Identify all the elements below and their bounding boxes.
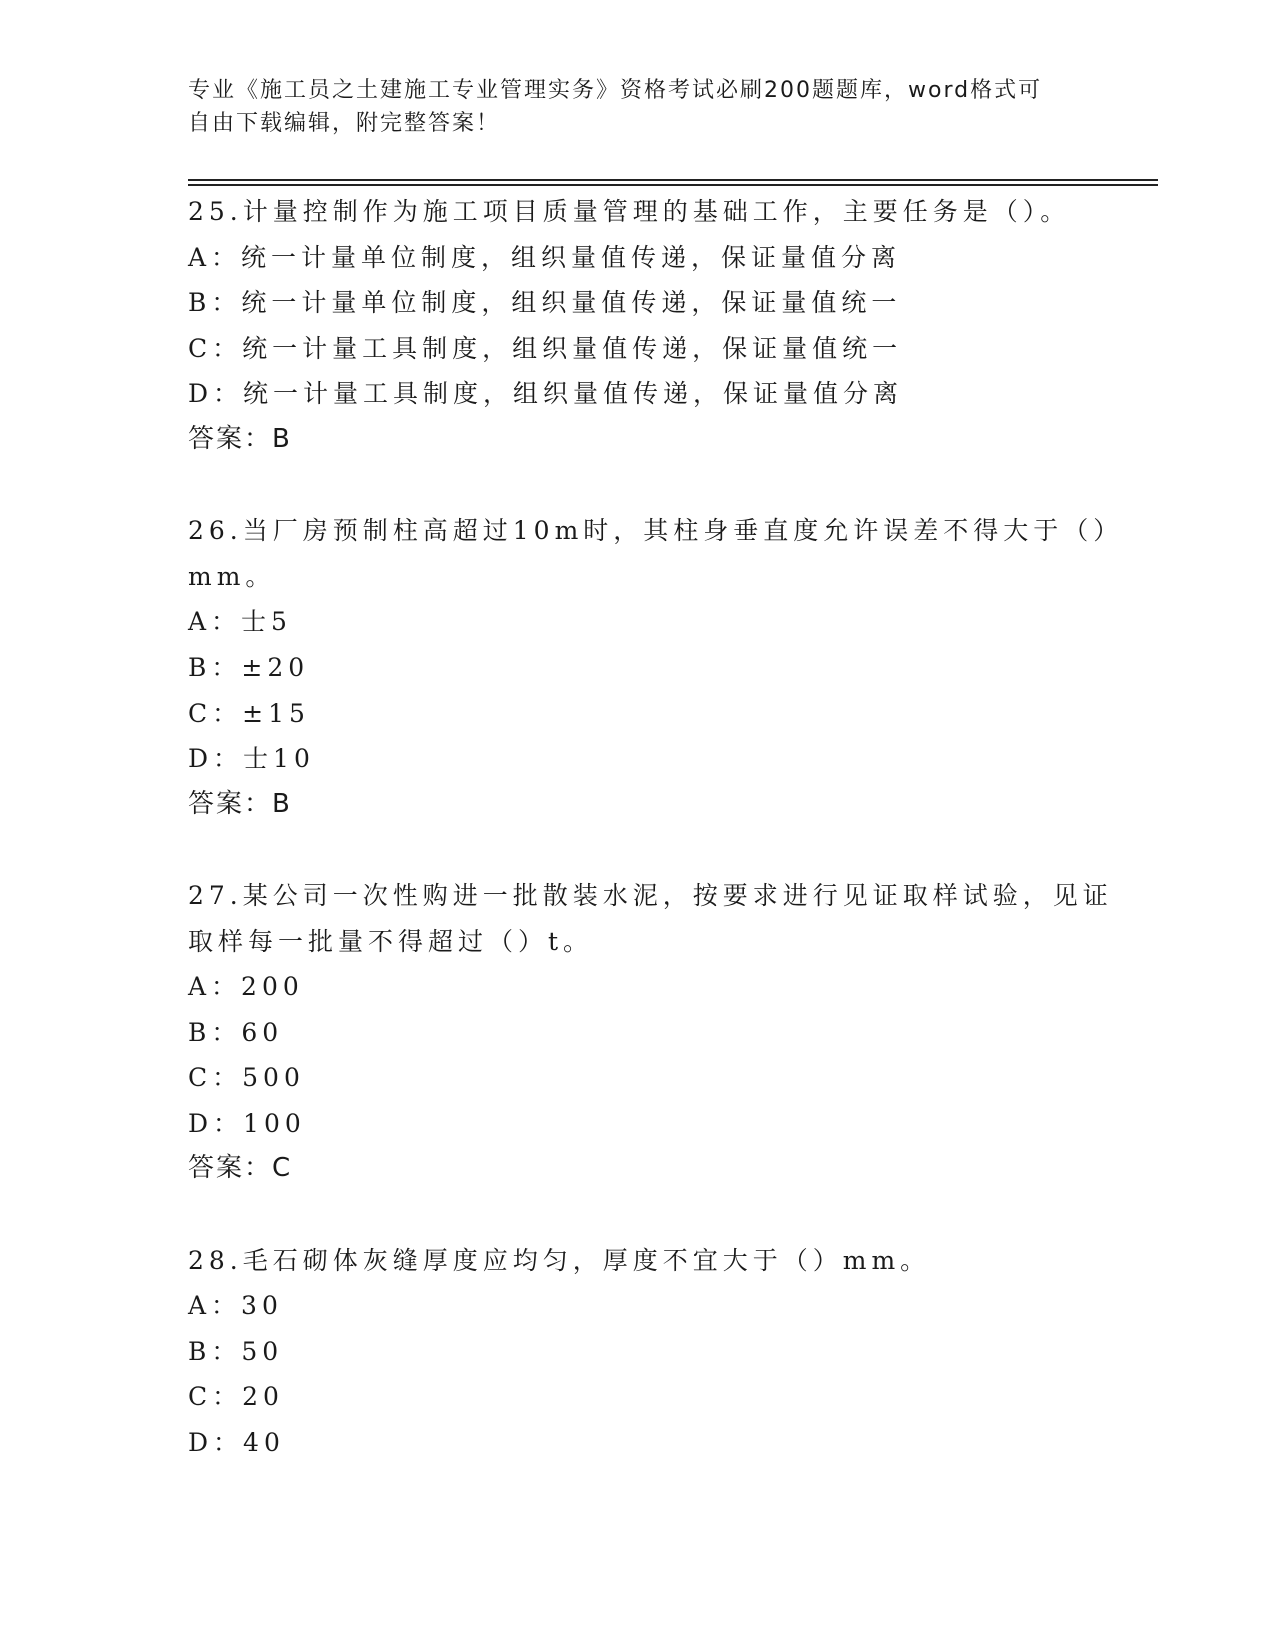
option-d: D：士10 <box>188 744 315 774</box>
option-a: A：200 <box>188 972 304 1002</box>
header-title-line-1: 专业《施工员之土建施工专业管理实务》资格考试必刷200题题库，word格式可 <box>188 78 1043 103</box>
answer-line: 答案：B <box>188 423 292 454</box>
option-c: C：统一计量工具制度，组织量值传递，保证量值统一 <box>188 333 903 363</box>
question-25 <box>188 189 1158 463</box>
option-a: A：士5 <box>188 607 292 637</box>
document-header <box>188 74 1068 140</box>
question-stem: 26.当厂房预制柱高超过10m时，其柱身垂直度允许误差不得大于（） <box>188 516 1124 546</box>
answer-line: 答案：C <box>188 1153 293 1184</box>
option-a: A：30 <box>188 1291 283 1321</box>
spacer <box>188 827 1158 873</box>
header-title-line-2: 自由下载编辑，附完整答案！ <box>188 111 501 136</box>
question-stem-continued: 取样每一批量不得超过（）t。 <box>188 926 594 956</box>
option-c: C：±15 <box>188 698 310 728</box>
option-b: B：±20 <box>188 652 310 682</box>
option-a: A：统一计量单位制度，组织量值传递，保证量值分离 <box>188 242 902 272</box>
question-stem: 27.某公司一次性购进一批散装水泥，按要求进行见证取样试验，见证 <box>188 880 1113 910</box>
question-stem-continued: mm。 <box>188 561 276 591</box>
question-stem: 28.毛石砌体灰缝厚度应均匀，厚度不宜大于（）mm。 <box>188 1245 931 1275</box>
option-c: C：20 <box>188 1382 284 1412</box>
option-d: D：40 <box>188 1428 285 1458</box>
spacer <box>188 1192 1158 1238</box>
question-28 <box>188 1238 1158 1466</box>
option-d: D：统一计量工具制度，组织量值传递，保证量值分离 <box>188 379 904 409</box>
question-26 <box>188 508 1158 827</box>
question-27 <box>188 873 1158 1192</box>
option-b: B：统一计量单位制度，组织量值传递，保证量值统一 <box>188 288 902 318</box>
question-list <box>188 189 1158 1466</box>
option-b: B：50 <box>188 1336 284 1366</box>
header-divider-top <box>188 179 1158 181</box>
spacer <box>188 463 1158 509</box>
option-b: B：60 <box>188 1017 284 1047</box>
option-d: D：100 <box>188 1108 306 1138</box>
header-divider-bottom <box>188 184 1158 186</box>
answer-line: 答案：B <box>188 788 292 819</box>
question-stem: 25.计量控制作为施工项目质量管理的基础工作，主要任务是（）。 <box>188 197 1071 226</box>
option-c: C：500 <box>188 1063 305 1093</box>
